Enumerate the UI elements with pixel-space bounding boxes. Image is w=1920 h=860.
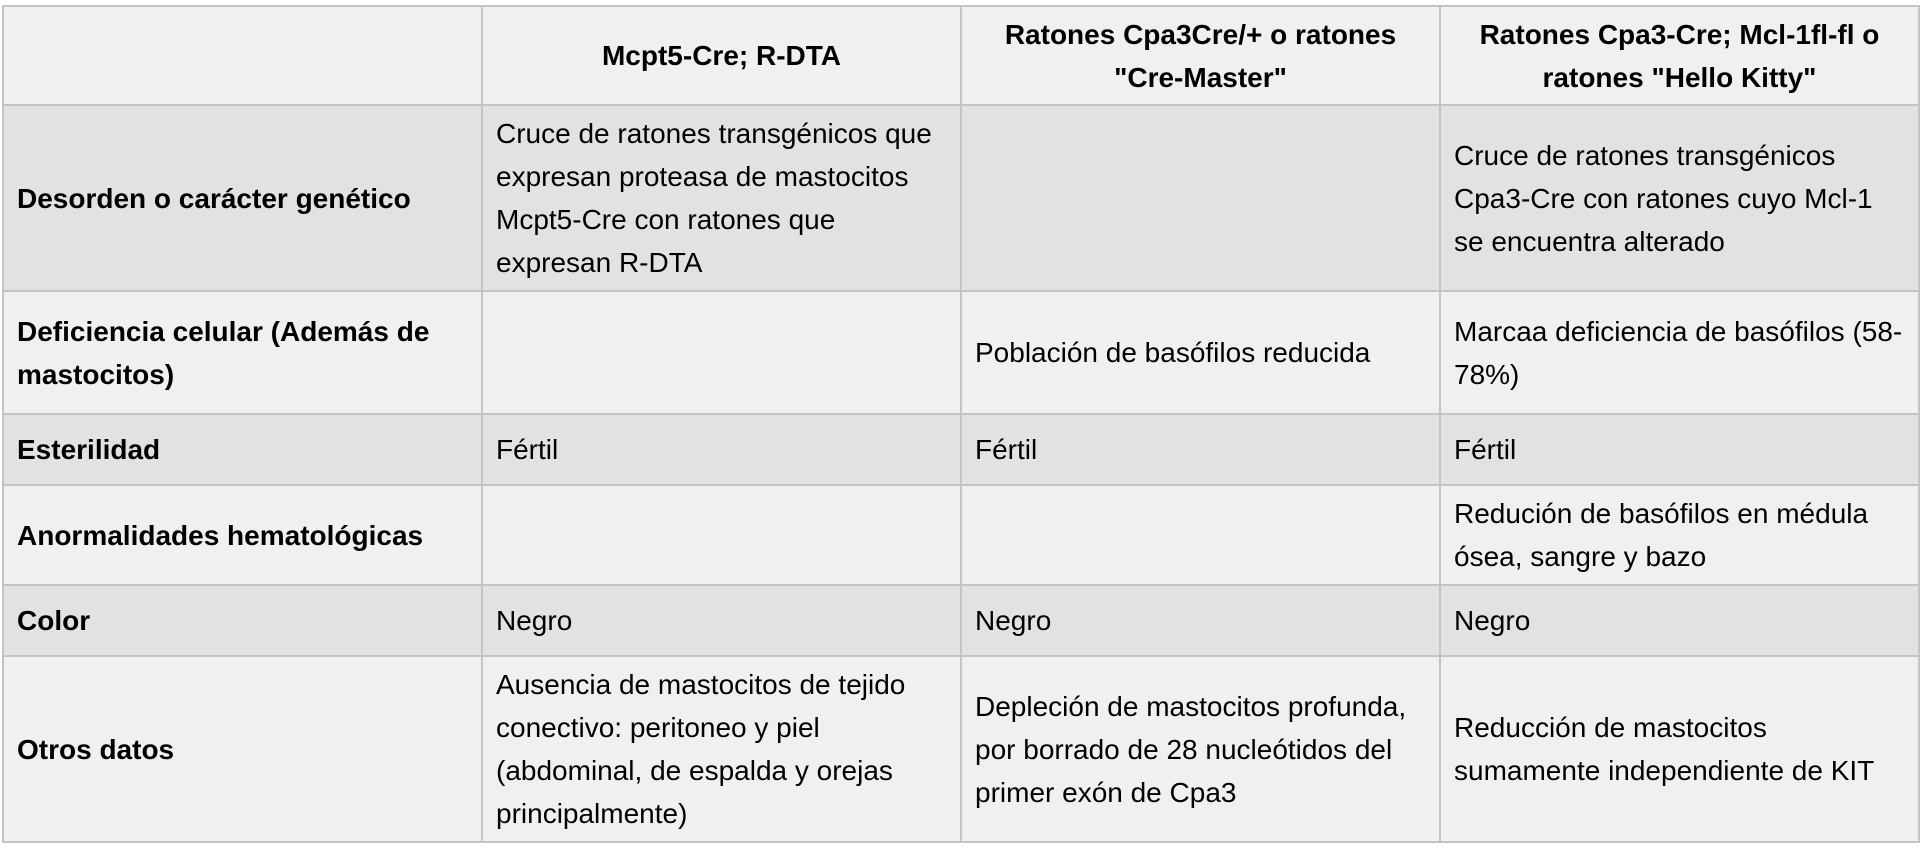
row-label: Desorden o carácter genético: [3, 105, 482, 291]
row-label: Anormalidades hematológicas: [3, 485, 482, 585]
table-row-otros-datos: [3, 656, 1919, 842]
row-label: Esterilidad: [3, 414, 482, 485]
comparison-table-container: [2, 5, 1920, 843]
table-cell: [482, 291, 961, 414]
header-cpa3cre-cre-master: Ratones Cpa3Cre/+ o ratones "Cre-Master": [961, 6, 1440, 105]
table-cell: Reducción de mastocitos sumamente independiente de KIT: [1440, 656, 1919, 842]
table-row-color: [3, 585, 1919, 656]
header-corner-cell: [3, 6, 482, 105]
table-row-esterilidad: [3, 414, 1919, 485]
table-cell: Depleción de mastocitos profunda, por borrado de 28 nucleótidos del primer exón de Cpa3: [961, 656, 1440, 842]
table-row-anormalidades-hematologicas: [3, 485, 1919, 585]
table-cell: Cruce de ratones transgénicos que expresan proteasa de mastocitos Mcpt5-Cre con ratones que expresan R-DTA: [482, 105, 961, 291]
table-row-desorden-genetico: [3, 105, 1919, 291]
table-cell: [961, 485, 1440, 585]
table-cell: Marcaa deficiencia de basófilos (58-78%): [1440, 291, 1919, 414]
mouse-models-comparison-table: [2, 5, 1920, 843]
row-label: Otros datos: [3, 656, 482, 842]
table-cell: Negro: [1440, 585, 1919, 656]
table-cell: Negro: [961, 585, 1440, 656]
table-cell: Redución de basófilos en médula ósea, sangre y bazo: [1440, 485, 1919, 585]
header-cpa3-cre-mcl1-hello-kitty: Ratones Cpa3-Cre; Mcl-1fl-fl o ratones "Hello Kitty": [1440, 6, 1919, 105]
table-cell: Fértil: [482, 414, 961, 485]
table-cell: [482, 485, 961, 585]
table-row-deficiencia-celular: [3, 291, 1919, 414]
table-cell: Fértil: [961, 414, 1440, 485]
table-cell: Cruce de ratones transgénicos Cpa3-Cre con ratones cuyo Mcl-1 se encuentra alterado: [1440, 105, 1919, 291]
table-header-row: [3, 6, 1919, 105]
table-cell: Ausencia de mastocitos de tejido conectivo: peritoneo y piel (abdominal, de espalda y orejas principalmente): [482, 656, 961, 842]
table-cell: Fértil: [1440, 414, 1919, 485]
header-mcpt5-cre-r-dta: Mcpt5-Cre; R-DTA: [482, 6, 961, 105]
table-cell: Población de basófilos reducida: [961, 291, 1440, 414]
table-cell: [961, 105, 1440, 291]
table-cell: Negro: [482, 585, 961, 656]
row-label: Deficiencia celular (Además de mastocitos): [3, 291, 482, 414]
row-label: Color: [3, 585, 482, 656]
